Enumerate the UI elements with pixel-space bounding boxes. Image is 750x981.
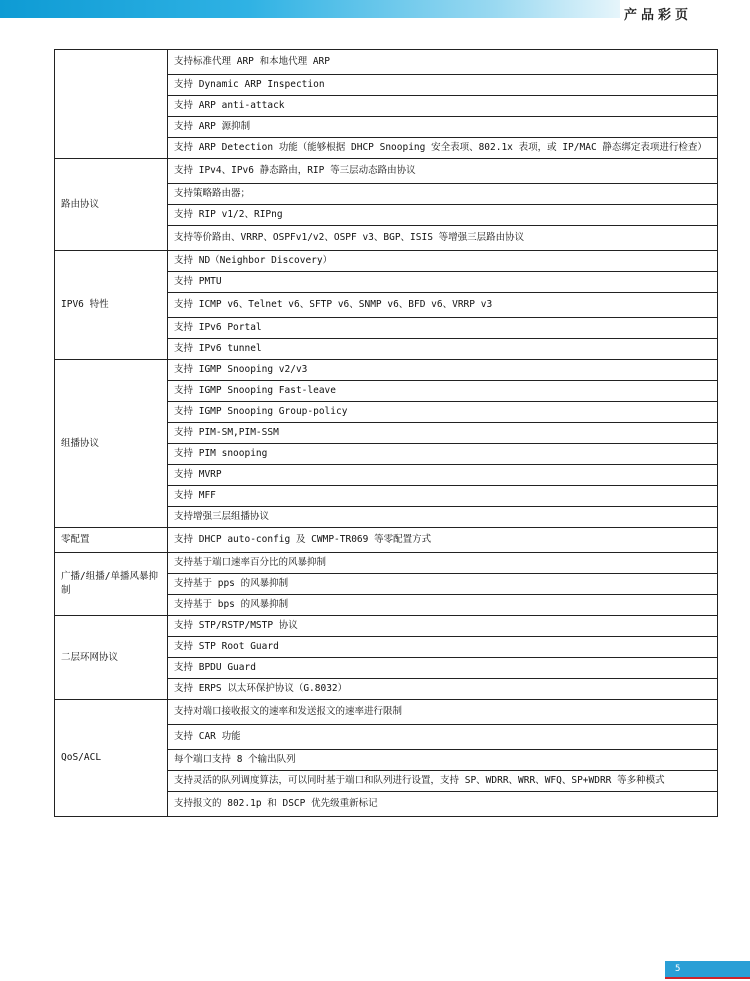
- category-cell: 二层环网协议: [55, 616, 168, 700]
- feature-cell: 支持基于 pps 的风暴抑制: [168, 574, 718, 595]
- table-row: [55, 360, 718, 381]
- feature-cell: 支持 IGMP Snooping Group-policy: [168, 402, 718, 423]
- spec-table: [54, 49, 718, 817]
- feature-cell: 支持 MVRP: [168, 465, 718, 486]
- feature-cell: 支持 Dynamic ARP Inspection: [168, 75, 718, 96]
- feature-cell: 支持 STP/RSTP/MSTP 协议: [168, 616, 718, 637]
- feature-cell: 支持 PIM-SM,PIM-SSM: [168, 423, 718, 444]
- feature-cell: 支持 DHCP auto-config 及 CWMP-TR069 等零配置方式: [168, 528, 718, 553]
- table-row: [55, 159, 718, 184]
- feature-cell: 支持 RIP v1/2、RIPng: [168, 205, 718, 226]
- category-cell: 组播协议: [55, 360, 168, 528]
- table-row: [55, 50, 718, 75]
- page-number: 5: [665, 961, 750, 977]
- feature-cell: 支持 MFF: [168, 486, 718, 507]
- feature-cell: 支持 ARP Detection 功能（能够根据 DHCP Snooping 安全表项、802.1x 表项，或 IP/MAC 静态绑定表项进行检查）: [168, 138, 718, 159]
- feature-cell: 支持对端口接收报文的速率和发送报文的速率进行限制: [168, 700, 718, 725]
- feature-cell: 支持基于 bps 的风暴抑制: [168, 595, 718, 616]
- table-row: [55, 553, 718, 574]
- category-cell: [55, 50, 168, 159]
- feature-cell: 支持 PMTU: [168, 272, 718, 293]
- table-row: [55, 251, 718, 272]
- category-cell: 广播/组播/单播风暴抑制: [55, 553, 168, 616]
- feature-cell: 支持 ND（Neighbor Discovery）: [168, 251, 718, 272]
- feature-cell: 支持 IGMP Snooping v2/v3: [168, 360, 718, 381]
- table-row: [55, 700, 718, 725]
- feature-cell: 支持 CAR 功能: [168, 725, 718, 750]
- feature-cell: 支持 STP Root Guard: [168, 637, 718, 658]
- category-cell: IPV6 特性: [55, 251, 168, 360]
- feature-cell: 支持 PIM snooping: [168, 444, 718, 465]
- feature-cell: 支持灵活的队列调度算法，可以同时基于端口和队列进行设置，支持 SP、WDRR、WRR、WFQ、SP+WDRR 等多种模式: [168, 771, 718, 792]
- page-header-title: 产品彩页: [624, 8, 693, 23]
- feature-cell: 支持报文的 802.1p 和 DSCP 优先级重新标记: [168, 792, 718, 817]
- feature-cell: 支持基于端口速率百分比的风暴抑制: [168, 553, 718, 574]
- feature-cell: 支持 ARP 源抑制: [168, 117, 718, 138]
- category-cell: QoS/ACL: [55, 700, 168, 817]
- feature-cell: 支持策略路由器；: [168, 184, 718, 205]
- feature-cell: 支持增强三层组播协议: [168, 507, 718, 528]
- feature-cell: 支持 IPv6 tunnel: [168, 339, 718, 360]
- feature-cell: 支持 IPv4、IPv6 静态路由，RIP 等三层动态路由协议: [168, 159, 718, 184]
- table-row: [55, 528, 718, 553]
- feature-cell: 支持标准代理 ARP 和本地代理 ARP: [168, 50, 718, 75]
- feature-cell: 支持 ARP anti-attack: [168, 96, 718, 117]
- feature-cell: 支持 ICMP v6、Telnet v6、SFTP v6、SNMP v6、BFD v6、VRRP v3: [168, 293, 718, 318]
- category-cell: 零配置: [55, 528, 168, 553]
- page-number-underline: [665, 977, 750, 979]
- feature-cell: 支持 IGMP Snooping Fast-leave: [168, 381, 718, 402]
- feature-cell: 支持 ERPS 以太环保护协议（G.8032）: [168, 679, 718, 700]
- header-color-band: [0, 0, 620, 18]
- feature-cell: 支持 BPDU Guard: [168, 658, 718, 679]
- feature-cell: 支持 IPv6 Portal: [168, 318, 718, 339]
- feature-cell: 支持等价路由、VRRP、OSPFv1/v2、OSPF v3、BGP、ISIS 等增强三层路由协议: [168, 226, 718, 251]
- category-cell: 路由协议: [55, 159, 168, 251]
- table-row: [55, 616, 718, 637]
- feature-cell: 每个端口支持 8 个输出队列: [168, 750, 718, 771]
